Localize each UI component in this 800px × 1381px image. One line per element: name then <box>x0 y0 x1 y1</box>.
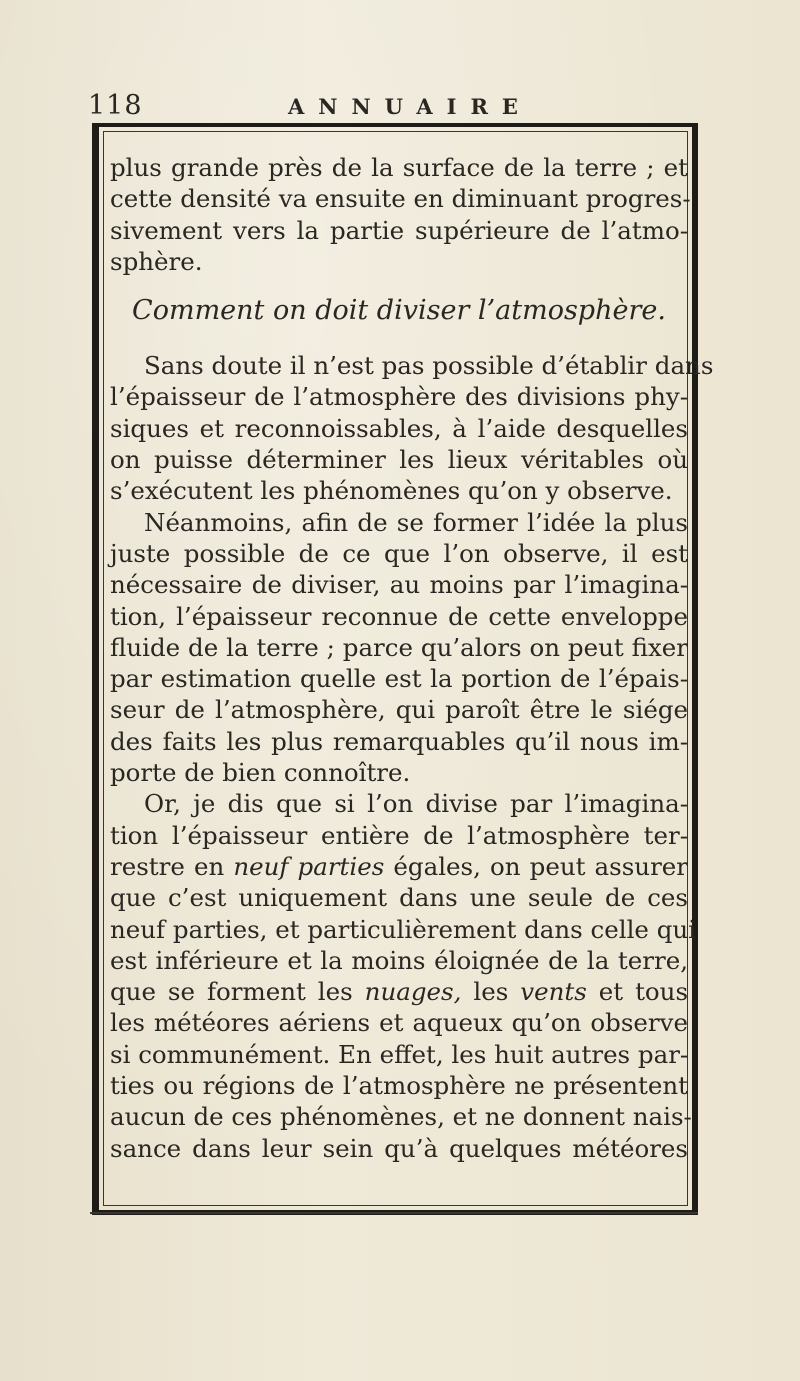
body-text <box>110 152 714 1164</box>
text-line: tion, l’épaisseur reconnue de cette enveloppe <box>110 601 688 631</box>
text-line: neuf parties, et particulièrement dans celle qui <box>110 914 696 944</box>
text-fragment: et tous <box>598 977 689 1007</box>
text-line: siques et reconnoissables, à l’aide desquelles <box>110 413 688 443</box>
text-fragment: que se forment les <box>110 977 353 1007</box>
text-line: sphère. <box>110 246 203 276</box>
text-line: tion l’épaisseur entière de l’atmosphère ter- <box>110 820 688 850</box>
text-line: fluide de la terre ; parce qu’alors on peut fixer <box>110 632 688 662</box>
text-line: si communément. En effet, les huit autres par- <box>110 1039 689 1069</box>
emphasis-neuf-parties: neuf parties <box>233 851 385 881</box>
text-line: plus grande près de la surface de la terre ; et <box>110 153 688 182</box>
text-line: nécessaire de diviser, au moins par l’imagina- <box>110 570 688 600</box>
emphasis-nuages: nuages, <box>364 977 462 1007</box>
page-number: 118 <box>88 90 143 121</box>
text-line: que c’est uniquement dans une seule de ces <box>110 883 688 913</box>
text-line: des faits les plus remarquables qu’il nous im- <box>110 726 688 756</box>
text-line: sivement vers la partie supérieure de l’atmo- <box>110 215 688 245</box>
text-line: Sans doute il n’est pas possible d’établir dans <box>144 351 714 381</box>
text-line: cette densité va ensuite en diminuant progres- <box>110 184 691 214</box>
bottom-rule <box>90 1212 698 1214</box>
text-fragment: égales, on peut assurer <box>393 851 688 881</box>
text-line: est inférieure et la moins éloignée de la terre, <box>110 945 688 975</box>
text-line: seur de l’atmosphère, qui paroît être le siége <box>110 695 688 725</box>
running-head <box>88 90 700 124</box>
emphasis-vents: vents <box>520 977 587 1007</box>
text-line: juste possible de ce que l’on observe, il est <box>110 538 688 568</box>
text-line: les météores aériens et aqueux qu’on observe <box>110 1008 688 1038</box>
text-line: par estimation quelle est la portion de l’épais- <box>110 664 688 694</box>
text-line: Néanmoins, afin de se former l’idée la plus <box>144 507 688 537</box>
text-fragment: restre en <box>110 851 225 881</box>
text-line: Or, je dis que si l’on divise par l’imagina- <box>144 789 688 819</box>
text-line <box>110 976 688 1007</box>
running-title: ANNUAIRE <box>288 94 532 119</box>
text-line: on puisse déterminer les lieux véritables où <box>110 445 688 475</box>
text-line: porte de bien connoître. <box>110 758 411 788</box>
text-line: l’épaisseur de l’atmosphère des divisions phy- <box>110 382 688 412</box>
section-heading: Comment on doit diviser l’atmosphère. <box>132 295 666 327</box>
text-fragment: les <box>473 977 509 1007</box>
text-line: sance dans leur sein qu’à quelques météores <box>110 1133 688 1163</box>
text-line: ties ou régions de l’atmosphère ne présentent <box>110 1071 688 1101</box>
text-line: s’exécutent les phénomènes qu’on y observe. <box>110 476 673 506</box>
text-line <box>110 851 688 882</box>
text-line: aucun de ces phénomènes, et ne donnent nais- <box>110 1102 692 1132</box>
